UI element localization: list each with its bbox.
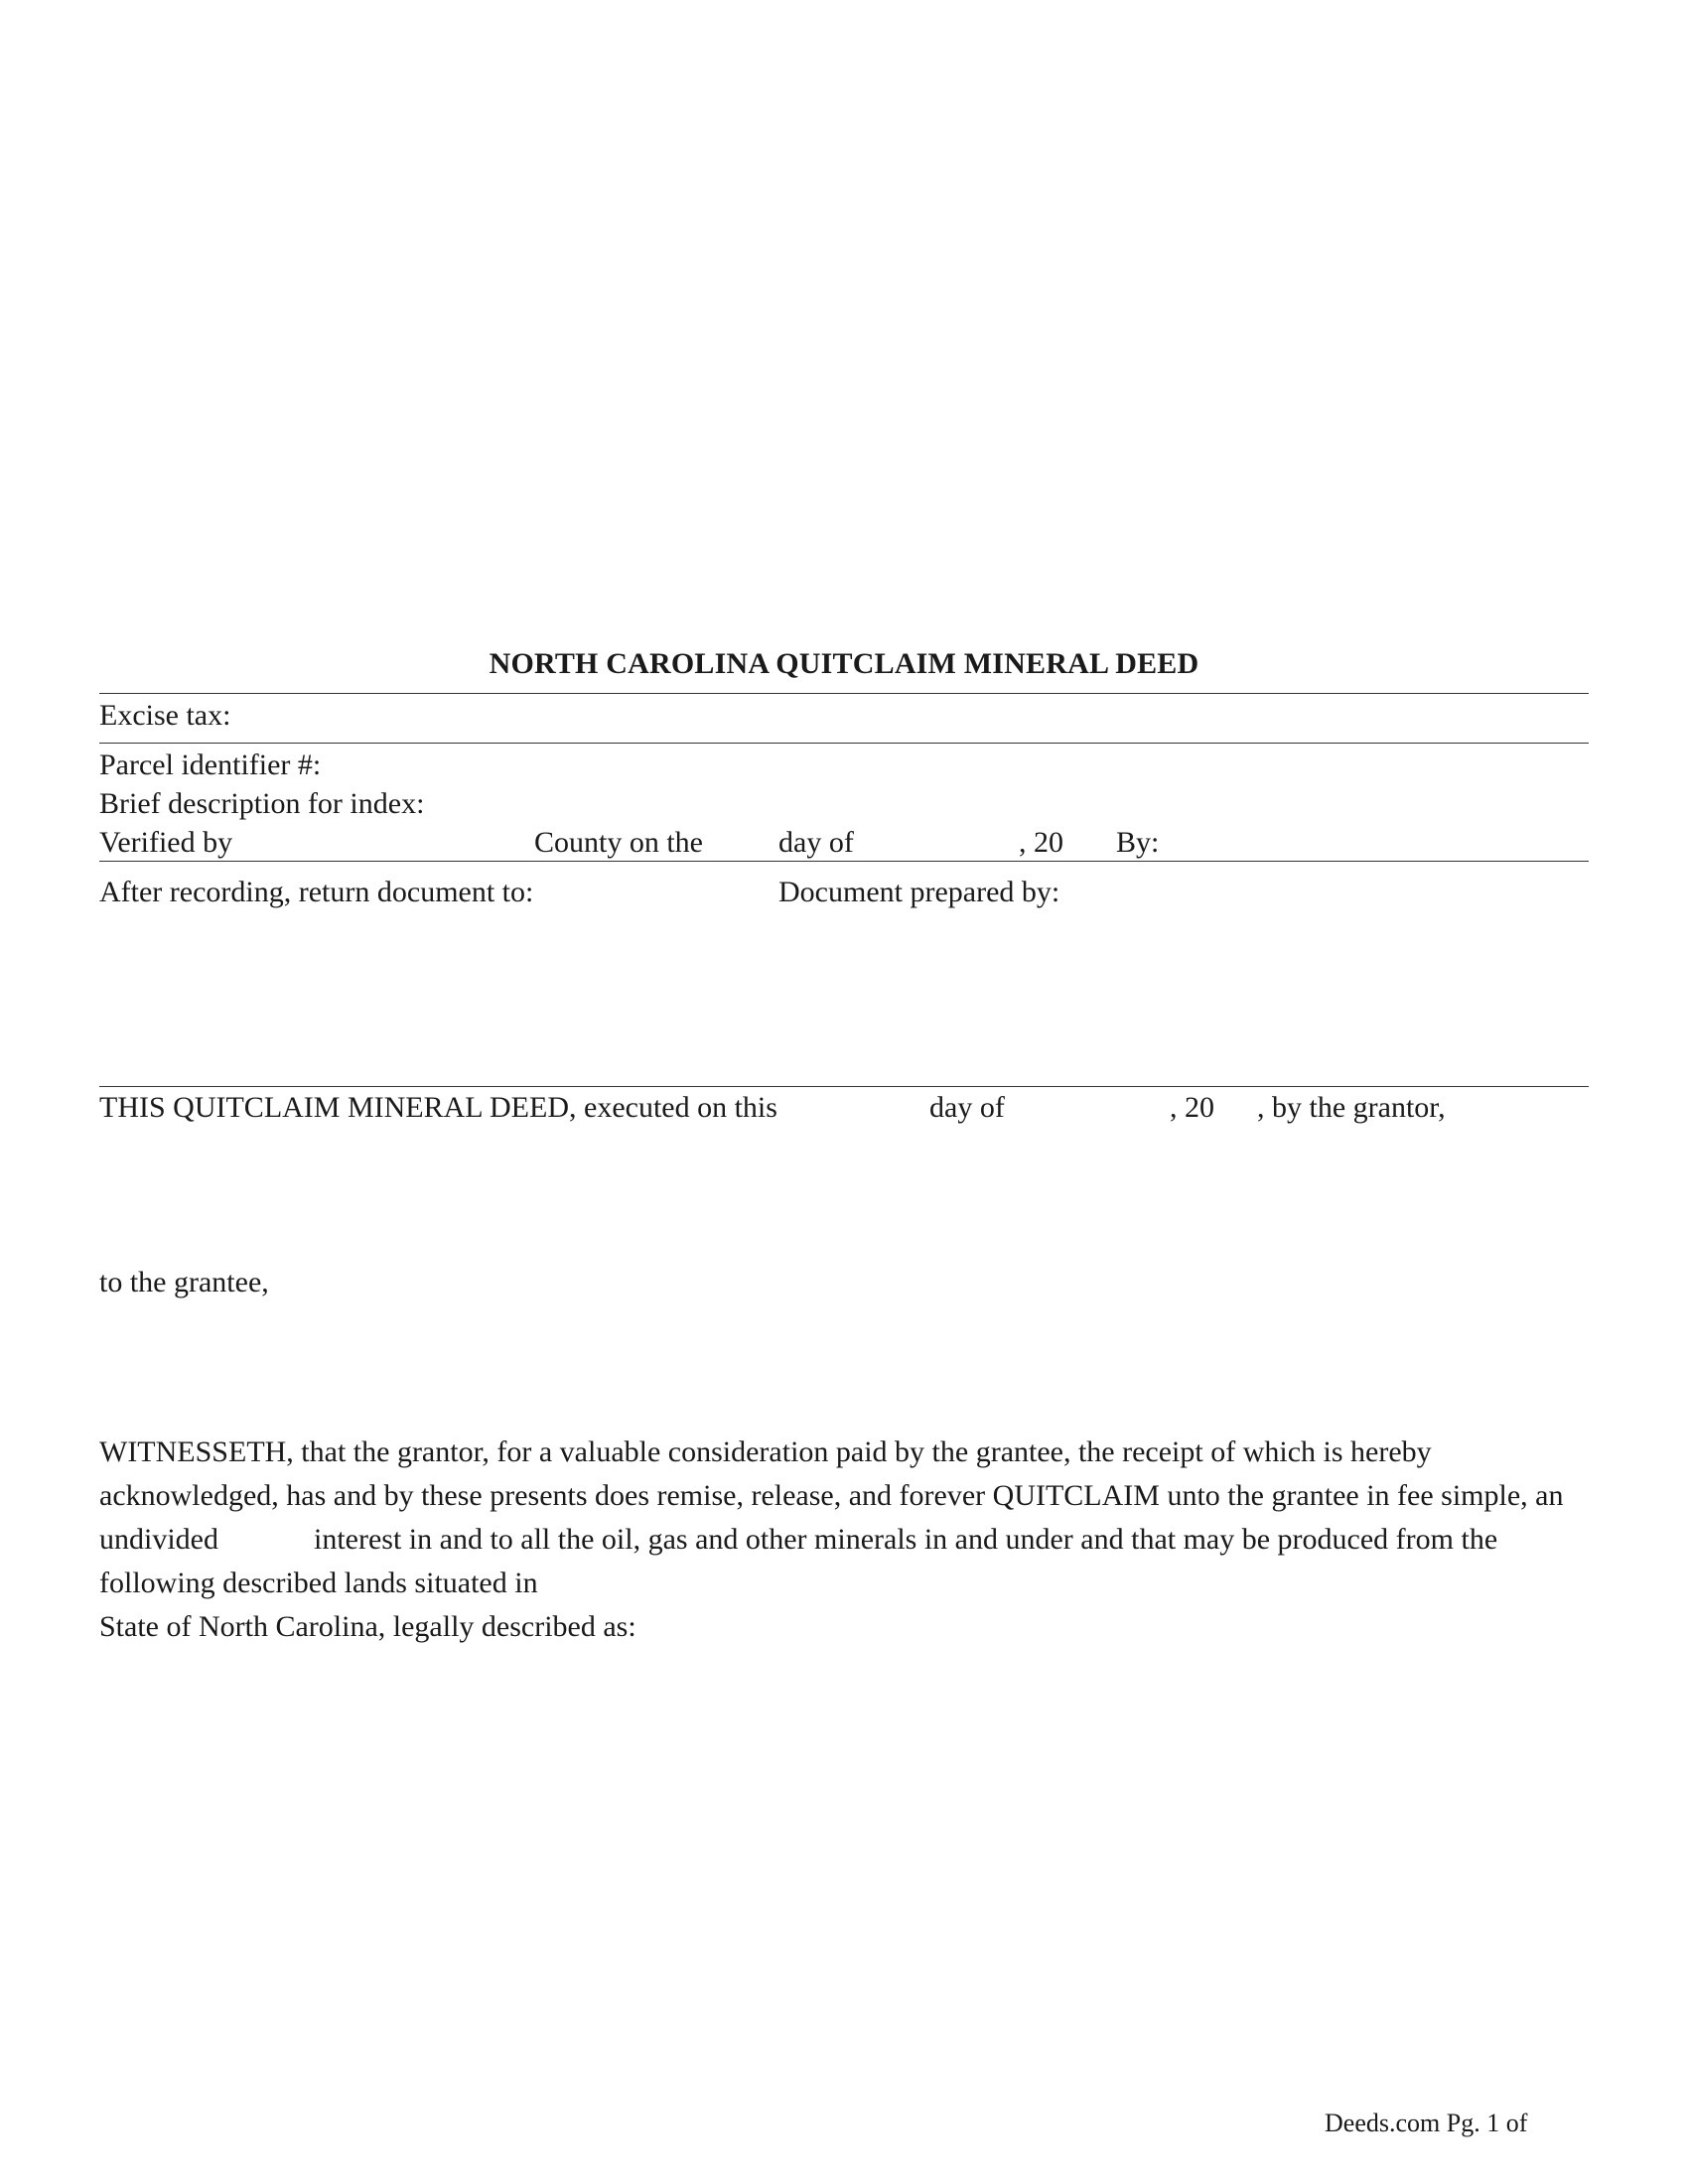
document-title: NORTH CAROLINA QUITCLAIM MINERAL DEED (489, 647, 1199, 680)
divider-title (99, 693, 1589, 694)
verified-by-signature-label: By: (1116, 826, 1160, 859)
prepared-by-label: Document prepared by: (778, 876, 1060, 908)
witnesseth-part-2: interest in and to all the oil, gas and other minerals in and under and that may be produced from the following described lands situated in (99, 1523, 1498, 1599)
witnesseth-paragraph (99, 1431, 1609, 1649)
divider-excise (99, 743, 1589, 744)
execution-day-of-label: day of (929, 1091, 1005, 1124)
by-the-grantor-text: , by the grantor, (1257, 1091, 1446, 1124)
divider-verified (99, 861, 1589, 862)
witnesseth-part-1: WITNESSETH, that the grantor, for a valuable consideration paid by the grantee, the receipt of which is hereby acknowledged, has and by these presents does remise, release, and forever QUITCLAIM unto the grantee in fee simple, an undivided (99, 1435, 1564, 1556)
divider-header-end (99, 1086, 1589, 1087)
excise-tax-label: Excise tax: (99, 699, 231, 732)
grantee-label: to the grantee, (99, 1266, 269, 1298)
verified-year-prefix: , 20 (1019, 826, 1063, 859)
return-to-label: After recording, return document to: (99, 876, 534, 908)
execution-lead-text: THIS QUITCLAIM MINERAL DEED, executed on this (99, 1091, 777, 1124)
brief-description-label: Brief description for index: (99, 787, 425, 820)
county-on-the-label: County on the (534, 826, 703, 859)
parcel-identifier-label: Parcel identifier #: (99, 749, 322, 781)
execution-year-prefix: , 20 (1170, 1091, 1214, 1124)
verified-by-label: Verified by (99, 826, 233, 859)
page-footer: Deeds.com Pg. 1 of (1325, 2109, 1528, 2137)
witnesseth-part-3: State of North Carolina, legally described as: (99, 1610, 636, 1643)
verified-day-of-label: day of (778, 826, 854, 859)
